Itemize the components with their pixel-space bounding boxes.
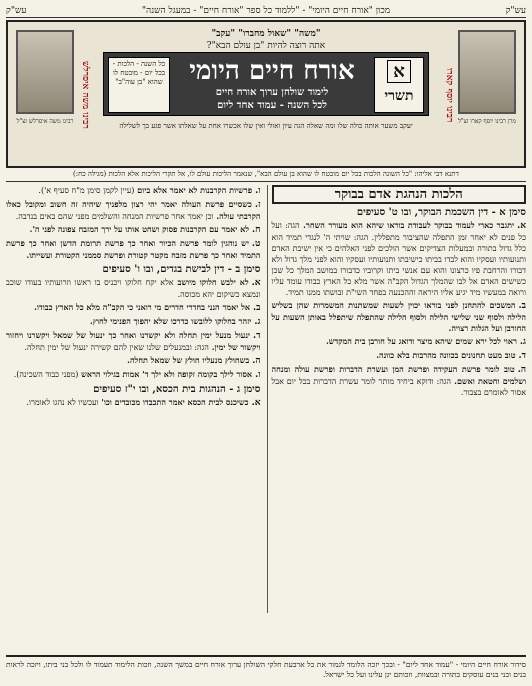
portrait-left-caption: רבינו משה איסרלש זצ"ל — [16, 118, 74, 125]
paragraph — [6, 397, 261, 409]
paragraph — [6, 185, 261, 197]
paragraph-head: פרשיות הקרבנות לא יאמר אלא ביום — [134, 185, 253, 195]
paragraph-head: אסור לילך בקומה זקופה ולא ילך ד' אמות בגילוי הראש — [78, 369, 253, 379]
left-paragraphs-top — [6, 185, 261, 261]
paragraph-letter: ט. — [251, 239, 261, 249]
paragraph-letter: ג. — [254, 317, 261, 327]
paragraph-letter: ה. — [252, 356, 261, 366]
paragraph — [6, 330, 261, 353]
paragraph — [6, 369, 261, 381]
paragraph-head: לא יאמר עם הקרבנות פסוק ושחט אותו על ירך המזבח צפונה לפני ה'. — [29, 224, 250, 234]
tagline-1: לימוד שולחן ערוך אורח חיים — [215, 87, 329, 98]
header-subtitle: "משה" "שאול מחברו" "עקב" — [211, 29, 321, 39]
paragraph-head: ינעול מנעל ימין תחלה ולא יקשרנו ואחר כך ינעול של שמאל ויקשרנו ויחזור ויקשור של ימין. — [6, 330, 261, 352]
month-name: תשרי — [384, 88, 414, 104]
paragraph-text: הגה: ודוקא ביחיד מותר לומר עשרת הדברות בכל יום אבל אסור לאומרם בצבור. — [271, 377, 526, 397]
paragraph-head: כשיכנס לבית הכסא יאמר התכבדו מכובדים וכו' — [98, 397, 249, 407]
top-bar-left: עש"ק — [6, 6, 27, 16]
study-promise-box: כל השנה - הלכות - בכל יום - מובטח לו שהוא "בן עוה"ב" — [108, 57, 170, 113]
paragraph-head: טוב מעט תחנונים בכוונה מהרבות בלא כוונה. — [376, 350, 516, 360]
left-paragraphs-bottom — [6, 397, 261, 409]
siman-heading: סימן ג - הנהגות בית הכסא, ובו י"ז סעיפים — [93, 384, 261, 395]
paragraph-letter: ד. — [253, 331, 261, 341]
paragraph — [6, 302, 261, 314]
paragraph — [272, 336, 527, 348]
paragraph-letter: ה. — [517, 365, 526, 375]
siman-heading: סימן ב - דין לבישת בגדים, ובו ו' סעיפים — [102, 264, 261, 275]
paragraph-letter: ב. — [253, 303, 261, 313]
paragraph-text: (מפני כבוד השכינה). — [13, 370, 79, 379]
right-paragraphs — [272, 220, 527, 398]
paragraph-letter: ז. — [254, 200, 261, 210]
title-block — [103, 52, 429, 116]
paragraph-head: המשכים להתחנן לפני בוראו יכוין לשעות שמשתנות המשמרות שהן בשליש הלילה ולסוף שני שלישי הלילה ולסוף הלילה שהתפלה שיתפלל באותן השעות על החורבן ועל הגלות רצויה. — [271, 300, 526, 333]
paragraph-text: וכן יאמר אחר פרשיות המנחה והשלמים מפני שהם באים בנדבה. — [15, 212, 214, 221]
paragraph-head: כשסיים פרשת העולה יאמר יהי רצון מלפניך שיהיה זה חשוב ומקובל כאלו הקרבתי עולה. — [6, 199, 261, 221]
header-question: אתה רוצה להיות "בן עולם הבא"? — [206, 41, 326, 51]
paragraph-letter: ו. — [255, 186, 261, 196]
paragraph-letter: ח. — [252, 225, 261, 235]
section-title: הלכות הנהגת אדם בבוקר — [272, 185, 527, 204]
top-bar — [6, 4, 526, 18]
paragraph-head: יזהר בחלוקו ללובשו כדרכו שלא יהפוך הפנימי לחוץ. — [90, 316, 252, 326]
paragraph-text: ועכשיו לא נהגו לאומרו. — [26, 398, 99, 407]
paragraph — [6, 316, 261, 328]
top-bar-center: מכון "אורח חיים היומי" - "ללמוד כל ספר "אורח חיים" - במעגל השנה" — [141, 6, 391, 16]
paragraph — [272, 220, 527, 298]
paragraph — [6, 199, 261, 222]
columns — [6, 185, 526, 613]
paragraph — [272, 364, 527, 398]
paragraph-head: אל יאמר הנני בחדרי חדרים מי רואני כי הקב"ה מלא כל הארץ כבודו. — [34, 302, 251, 312]
paragraph-letter: א. — [517, 221, 526, 231]
portrait-right — [458, 30, 516, 114]
footer-text: סידור אורח חיים היומי - "עמוד אחד ליום" - ובכך יזכה הלומד לגמור את כל ארבעת חלקי השולחן ערוך אורח חיים במשך השנה, וזכות הלימוד תעמוד לו ולכל בני ביתו, ויזכה לראות בנים ובני בנים עוסקים בתורה ובמצוות, וזכותם יגן עלינו ועל כל ישראל. — [6, 655, 526, 680]
paragraph-head: ראוי לכל ירא שמים שיהא מיצר ודואג על חורבן בית המקדש. — [325, 336, 517, 346]
paragraph — [6, 238, 261, 261]
siman-heading: סימן א - דין השכמת הבוקר, ובו ט' סעיפים — [356, 207, 526, 218]
paragraph-text: (עיין לקמן סימן מ"ח סעיף א'). — [38, 186, 135, 195]
intro-text: דתנא דבי אליהו: "כל השונה הלכות בכל יום מובטח לו שהוא בן עולם הבא", שנאמר הליכות עולם לו, אל תקרי הליכות אלא הלכות (מגילה כח:) — [6, 168, 526, 182]
paragraph-letter: ג. — [519, 337, 526, 347]
column-left — [6, 185, 261, 613]
paragraph — [272, 350, 527, 362]
paragraph-text: אלא יקח חלוקו ויכניס בו ראשו וזרועותיו בעודו שוכב ונמצא כשיקום יהא מכוסה. — [6, 278, 261, 299]
paragraph-letter: א. — [251, 398, 261, 408]
paragraph-letter: א. — [251, 278, 261, 288]
paragraph-head: טוב לומר פרשת העקידה ופרשת המן ועשרת הדברות ופרשת עולה ומנחה ושלמים וחטאת ואשם. — [271, 364, 526, 386]
paragraph-head: לא ילבש חלוקו מיושב — [173, 277, 249, 287]
tagline-2: לכל השנה - עמוד אחד ליום — [217, 100, 327, 111]
paragraph-letter: ו. — [255, 370, 261, 380]
portrait-right-caption: מרן רבינו יוסף קארו זצ"ל — [458, 118, 516, 125]
left-paragraphs-mid — [6, 277, 261, 381]
header-note: יעקב משער אותה כולה שלו ומה שאלה הגה עיון ואולי ואין שלו אכשרו אחת על שאלתו אשר פגע בך לשלילה — [119, 122, 413, 130]
paragraph — [6, 224, 261, 236]
paragraph — [6, 277, 261, 300]
column-right — [267, 185, 527, 613]
vertical-band-right: רבינו יוסף קארו — [444, 67, 454, 123]
main-title: אורח חיים היומי — [189, 56, 355, 86]
paragraph-text: הגה: ובמנעלים שלנו שאין להם קשירה ינעול של ימין תחלה. — [24, 343, 209, 352]
paragraph-head: יש נוהגין לומר פרשת הכיור ואחר כך פרשת תרומת הדשן ואחר כך פרשת התמיד ואחר כך פרשת מזבח מקטר קטורת ופרשת סממני הקטורת ועשייתו. — [6, 238, 261, 260]
paragraph-letter: ב. — [518, 301, 526, 311]
month-day-letter: א — [387, 60, 411, 83]
paragraph-head: יתגבר כארי לעמוד בבוקר לעבודת בוראו שיהא הוא מעורר השחר. — [299, 220, 515, 230]
paragraph-head: בשחולץ מנעליו חולץ של שמאל תחלה. — [127, 355, 250, 365]
paragraph — [6, 355, 261, 367]
paragraph — [272, 300, 527, 334]
paragraph-letter: ד. — [518, 351, 526, 361]
month-box — [374, 57, 424, 113]
vertical-band-left: רבינו משה איסרלש — [80, 61, 90, 129]
portrait-left — [16, 30, 74, 114]
paragraph-text: הגה: ועל כל פנים לא יאחר זמן התפלה שהציבור מתפללין. הגה: שויתי ה' לנגדי תמיד הוא כלל גדול בתורה ובמעלות הצדיקים אשר הולכים לפני האלהים כי אין ישיבת האדם ותנועותיו ועסקיו והוא לבדו בביתו כישיבתו ותנועותיו ועסקיו והוא לפני מלך גדול ולא דבורו והרחבת פיו כרצונו והוא עם אנשי ביתו וקרוביו כדבורו במושב המלך כל שכן כשישים האדם אל לבו שהמלך הגדול הקב"ה אשר מלא כל הארץ כבודו עומד עליו ורואה במעשיו מיד יגיע אליו היראה וההכנעה בפחד השי"ת ובושתו ממנו תמיד. — [271, 221, 526, 297]
top-bar-right: עש"ק — [505, 6, 526, 16]
header — [6, 20, 526, 168]
